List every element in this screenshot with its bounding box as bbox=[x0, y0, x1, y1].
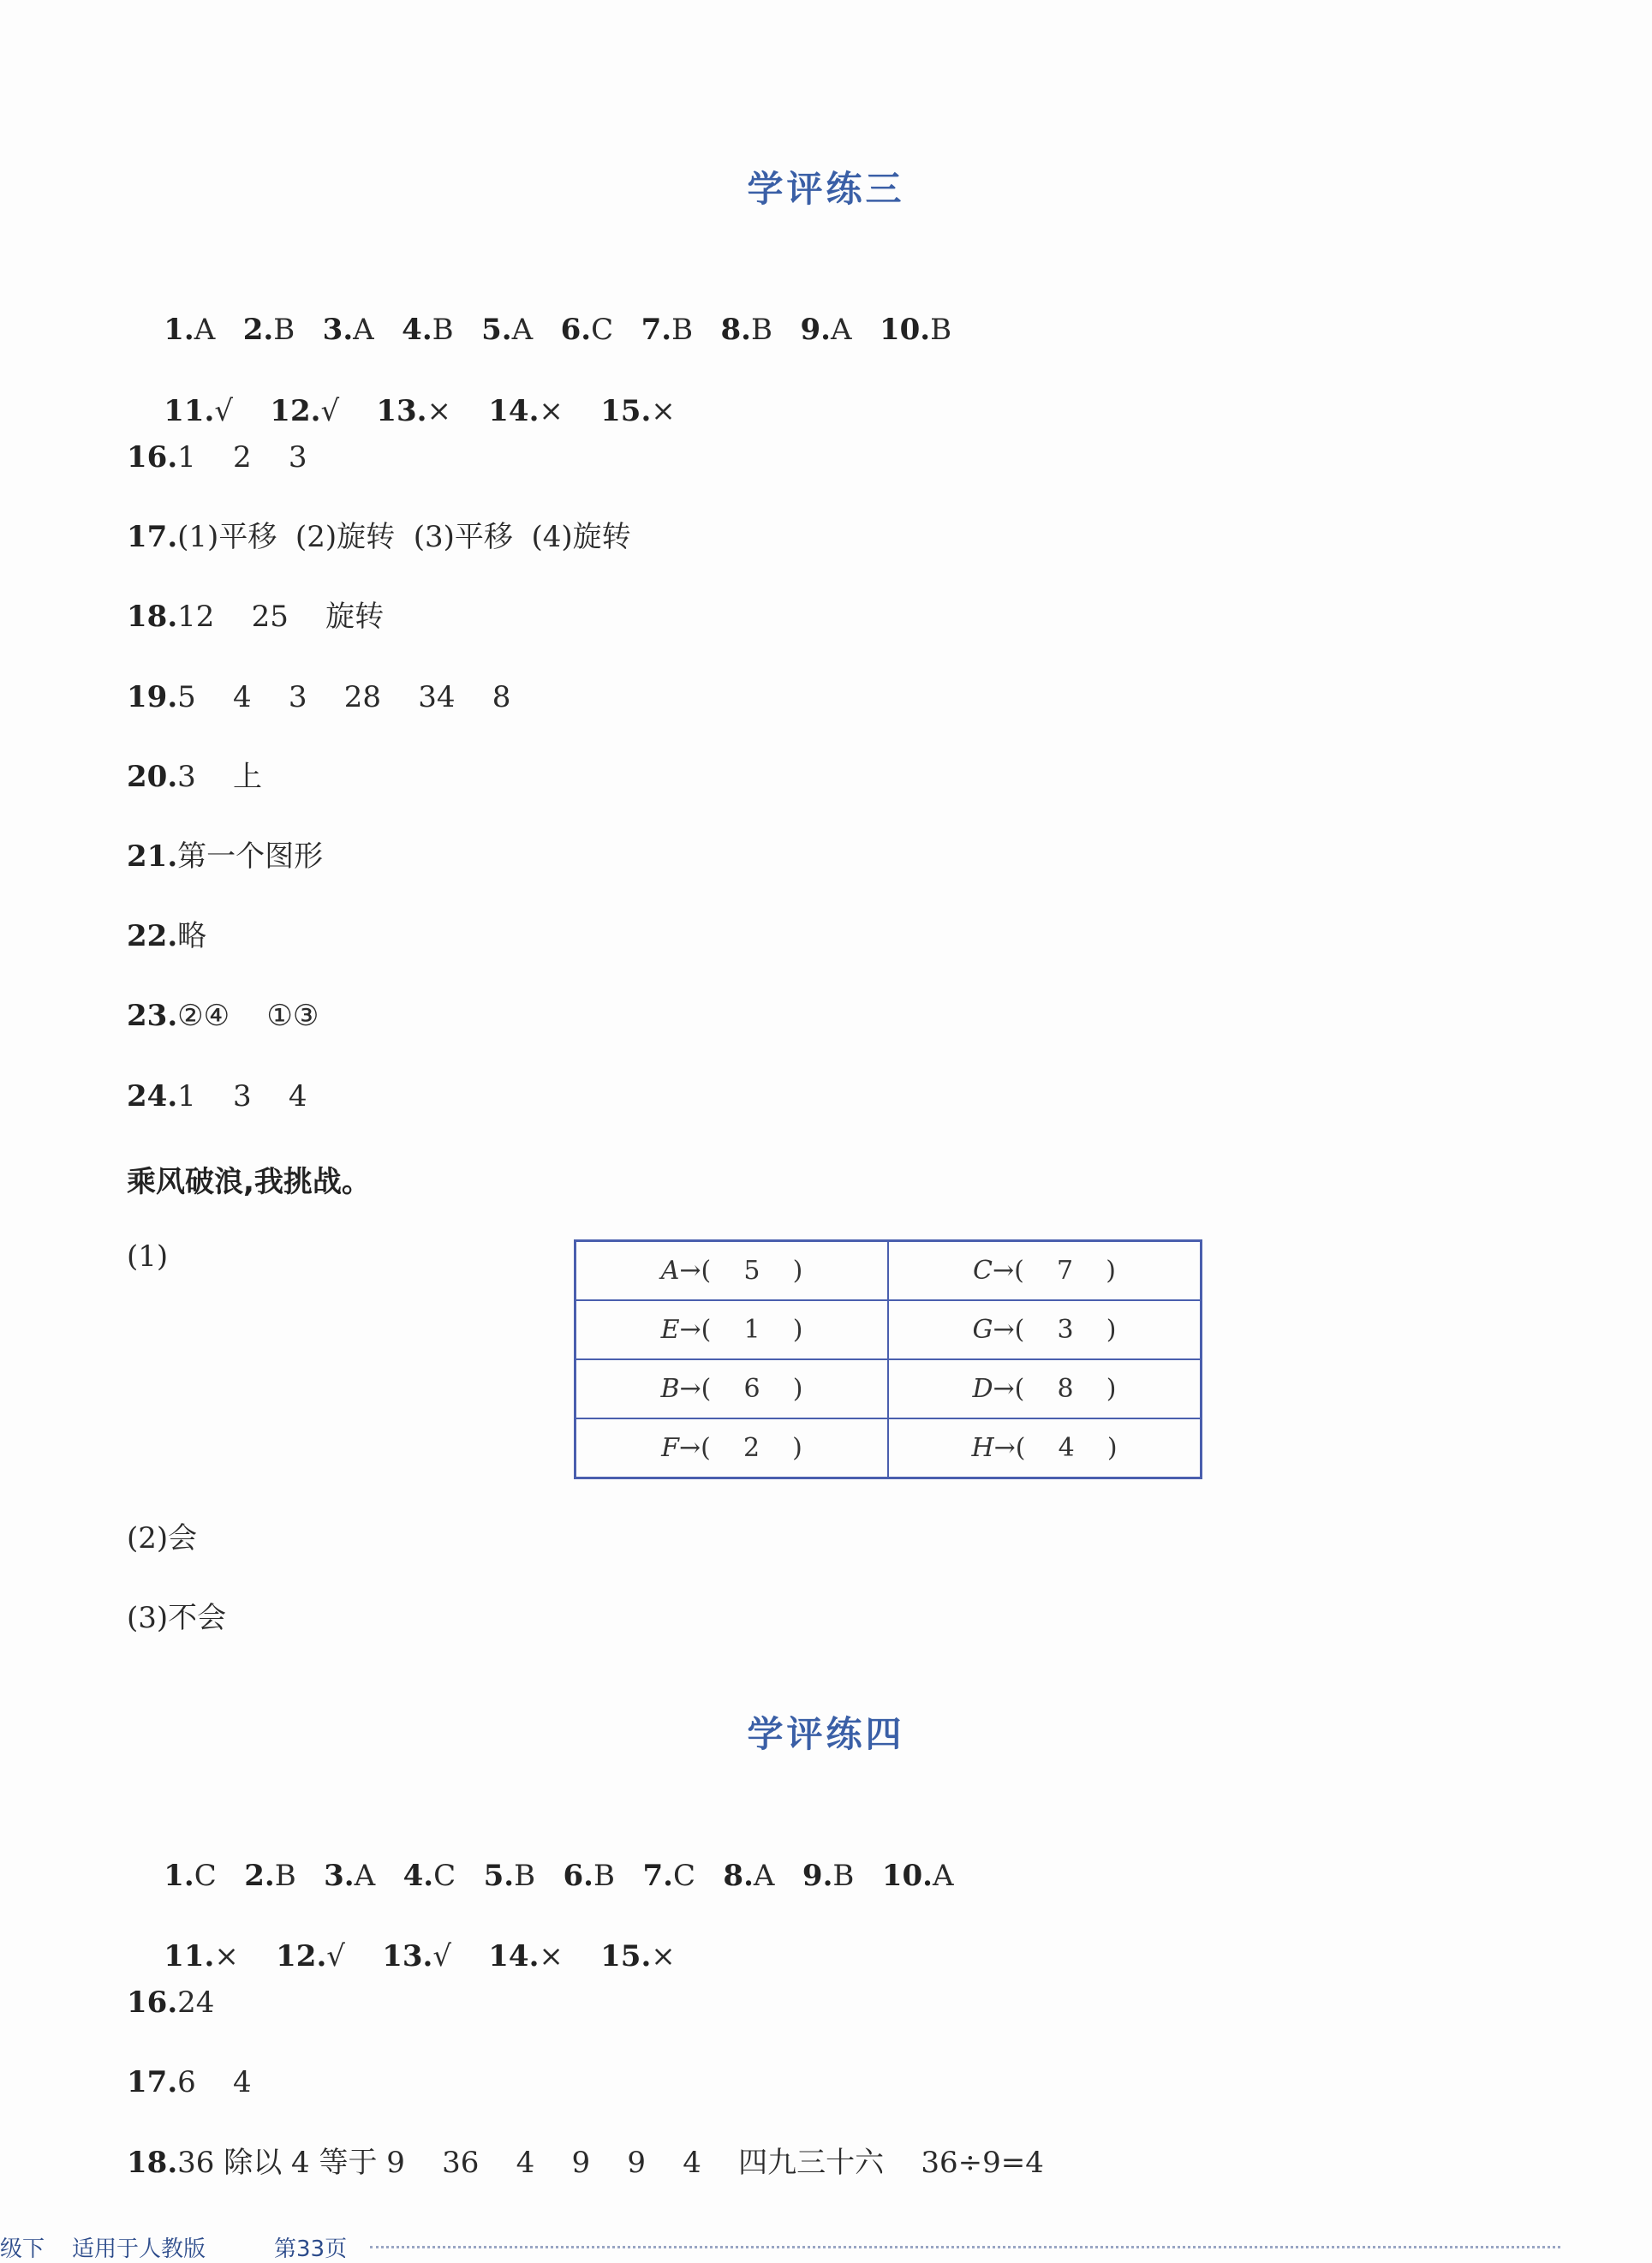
challenge-part-3: (3)不会 bbox=[127, 1601, 227, 1635]
answer-item: 14.× bbox=[488, 394, 564, 428]
answer-item: 8.B bbox=[720, 313, 772, 347]
answer-17: 17.6 4 bbox=[127, 2065, 252, 2099]
table-row bbox=[576, 1300, 1202, 1359]
challenge-part-1-label: (1) bbox=[127, 1239, 169, 1274]
table-cell: D→( 8 ) bbox=[888, 1359, 1202, 1418]
answer-item: 2.B bbox=[244, 1859, 296, 1893]
footer-grade: 级下 bbox=[0, 2236, 45, 2262]
footer-edition: 适用于人教版 bbox=[72, 2236, 206, 2262]
answer-18: 18.36 除以 4 等于 9 36 4 9 9 4 四九三十六 36÷9=4 bbox=[127, 2146, 1044, 2180]
table-cell: F→( 2 ) bbox=[576, 1418, 889, 1478]
answer-item: 9.A bbox=[800, 313, 852, 347]
answer-18: 18.12 25 旋转 bbox=[127, 600, 385, 634]
answer-21: 21.第一个图形 bbox=[127, 839, 324, 874]
footer-divider bbox=[370, 2246, 1560, 2248]
answer-item: 10.A bbox=[881, 1859, 954, 1893]
answer-item: 5.B bbox=[483, 1859, 536, 1893]
answer-17: 17.(1)平移 (2)旋转 (3)平移 (4)旋转 bbox=[127, 520, 631, 554]
table-row bbox=[576, 1359, 1202, 1418]
table-cell: B→( 6 ) bbox=[576, 1359, 889, 1418]
answer-22: 22.略 bbox=[127, 919, 207, 953]
answer-item: 1.C bbox=[164, 1859, 217, 1893]
answer-item: 7.C bbox=[642, 1859, 695, 1893]
answer-item: 4.B bbox=[402, 313, 454, 347]
table-row bbox=[576, 1418, 1202, 1478]
answer-23: 23.②④ ①③ bbox=[127, 999, 319, 1033]
table-row bbox=[576, 1241, 1202, 1301]
answer-item: 12.√ bbox=[276, 1939, 345, 1973]
section-title-4: 学评练四 bbox=[747, 1713, 905, 1755]
answer-16: 16.24 bbox=[127, 1985, 215, 2020]
answer-item: 6.B bbox=[563, 1859, 616, 1893]
answer-16: 16.1 2 3 bbox=[127, 440, 307, 475]
footer-page-number: 第33页 bbox=[274, 2236, 348, 2262]
table-cell: G→( 3 ) bbox=[888, 1300, 1202, 1359]
answer-item: 13.× bbox=[376, 394, 452, 428]
answer-item: 4.C bbox=[403, 1859, 456, 1893]
answer-item: 1.A bbox=[164, 313, 216, 347]
answer-item: 3.A bbox=[322, 313, 374, 347]
answer-item: 7.B bbox=[641, 313, 694, 347]
answer-item: 10.B bbox=[879, 313, 952, 347]
challenge-heading: 乘风破浪,我挑战。 bbox=[127, 1165, 371, 1199]
answer-item: 11.× bbox=[164, 1939, 239, 1973]
answer-item: 11.√ bbox=[164, 394, 234, 428]
answer-item: 9.B bbox=[802, 1859, 855, 1893]
answer-20: 20.3 上 bbox=[127, 760, 263, 794]
answer-item: 15.× bbox=[600, 394, 676, 428]
answer-item: 13.√ bbox=[382, 1939, 452, 1973]
table-cell: A→( 5 ) bbox=[576, 1241, 889, 1301]
answer-item: 2.B bbox=[242, 313, 295, 347]
answer-item: 14.× bbox=[488, 1939, 564, 1973]
section-title-3: 学评练三 bbox=[747, 168, 905, 210]
table-cell: E→( 1 ) bbox=[576, 1300, 889, 1359]
answer-24: 24.1 3 4 bbox=[127, 1079, 307, 1114]
answer-item: 3.A bbox=[324, 1859, 376, 1893]
answer-item: 6.C bbox=[560, 313, 614, 347]
table-cell: C→( 7 ) bbox=[888, 1241, 1202, 1301]
table-cell: H→( 4 ) bbox=[888, 1418, 1202, 1478]
answer-item: 12.√ bbox=[270, 394, 340, 428]
challenge-part-2: (2)会 bbox=[127, 1521, 198, 1555]
mapping-table bbox=[574, 1239, 1202, 1479]
answer-19: 19.5 4 3 28 34 8 bbox=[127, 680, 511, 714]
answer-item: 8.A bbox=[723, 1859, 775, 1893]
answer-item: 5.A bbox=[481, 313, 534, 347]
answer-item: 15.× bbox=[600, 1939, 676, 1973]
